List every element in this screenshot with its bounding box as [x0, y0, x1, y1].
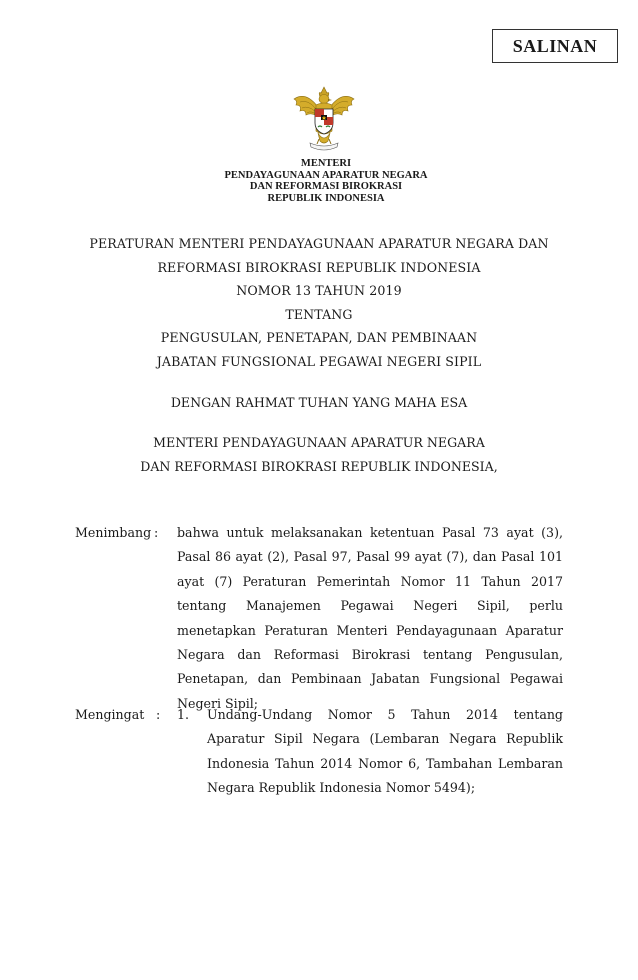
ministry-header-line: REPUBLIK INDONESIA: [267, 192, 385, 204]
mengingat-item-text: Undang-Undang Nomor 5 Tahun 2014 tentang Aparatur Sipil Negara (Lembaran Negara Republik Indonesia Tahun 2014 Nomor 6, Tambahan Lembaran Negara Republik Indonesia Nomor 5494);: [207, 707, 563, 796]
mengingat-item-number: 1.: [177, 707, 190, 722]
minister-heading-line: DAN REFORMASI BIROKRASI REPUBLIK INDONESIA,: [140, 458, 498, 474]
ministry-header-line: PENDAYAGUNAAN APARATUR NEGARA: [224, 169, 428, 181]
mengingat-colon: :: [156, 707, 161, 722]
ministry-header: [0, 158, 638, 204]
minister-heading-line: MENTERI PENDAYAGUNAAN APARATUR NEGARA: [153, 435, 485, 450]
menimbang-colon: :: [154, 525, 159, 540]
title-line: TENTANG: [285, 306, 353, 322]
ministry-header-line: MENTERI: [300, 158, 352, 169]
title-line: NOMOR 13 TAHUN 2019: [236, 283, 402, 299]
title-line: JABATAN FUNGSIONAL PEGAWAI NEGERI SIPIL: [156, 353, 482, 369]
rahmat-line: DENGAN RAHMAT TUHAN YANG MAHA ESA: [170, 395, 468, 410]
menimbang-text: bahwa untuk melaksanakan ketentuan Pasal 73 ayat (3), Pasal 86 ayat (2), Pasal 97, Pasal 99 ayat (7), dan Pasal 101 ayat (7) Peraturan Pemerintah Nomor 11 Tahun 2017 tentang Manajemen Pegawai Negeri Sipil, perlu menetapkan Peraturan Menteri Pendayagunaan Aparatur Negara dan Reformasi Birokrasi tentang Pengusulan, Penetapan, dan Pembinaan Jabatan Fungsional Pegawai Negeri Sipil;: [177, 525, 563, 711]
regulation-title: [0, 232, 638, 374]
ministry-header-line: DAN REFORMASI BIROKRASI: [249, 181, 403, 192]
menimbang-label: Menimbang: [75, 525, 152, 540]
minister-heading: [0, 431, 638, 478]
garuda-pancasila-emblem-icon: [288, 85, 360, 157]
salinan-stamp: SALINAN: [492, 29, 618, 63]
title-line: PENGUSULAN, PENETAPAN, DAN PEMBINAAN: [160, 330, 478, 346]
title-line: REFORMASI BIROKRASI REPUBLIK INDONESIA: [157, 259, 481, 275]
title-line: PERATURAN MENTERI PENDAYAGUNAAN APARATUR NEGARA DAN: [89, 236, 549, 251]
mengingat-label: Mengingat: [75, 707, 145, 722]
